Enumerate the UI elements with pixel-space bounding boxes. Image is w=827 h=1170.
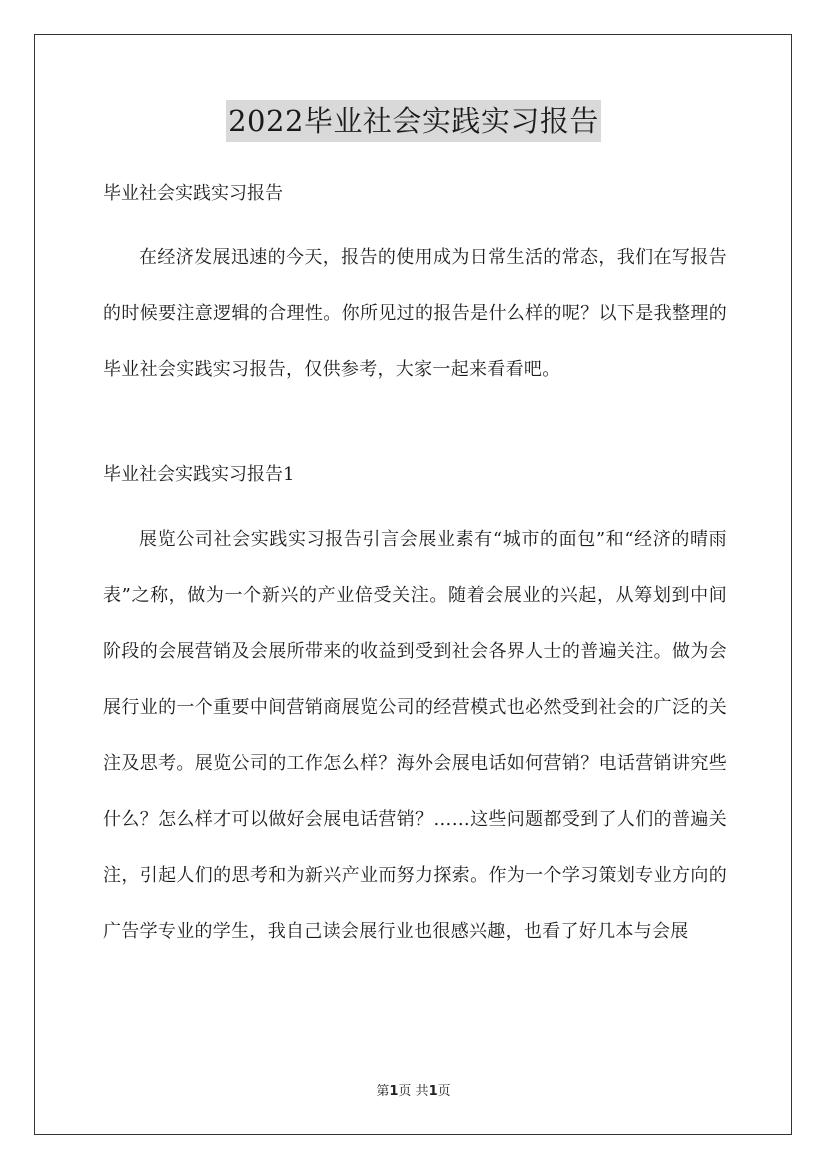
intro-paragraph: 在经济发展迅速的今天，报告的使用成为日常生活的常态，我们在写报告的时候要注意逻辑的合理性。你所见过的报告是什么样的呢？以下是我整理的毕业社会实践实习报告，仅供参考，大家一起来看看吧。 — [103, 247, 727, 380]
section-1-heading: 毕业社会实践实习报告1 — [103, 464, 295, 485]
document-title[interactable]: 2022毕业社会实践实习报告 — [226, 100, 601, 142]
document-body — [103, 175, 727, 960]
page-label-prefix: 第 — [376, 1084, 390, 1099]
page-label-mid: 页 共 — [398, 1084, 429, 1099]
total-page-number: 1 — [428, 1084, 438, 1099]
section-1-paragraph: 展览公司社会实践实习报告引言会展业素有“城市的面包”和“经济的晴雨表”之称，做为一个新兴的产业倍受关注。随着会展业的兴起，从筹划到中间阶段的会展营销及会展所带来的收益到受到社会各界人士的普遍关注。做为会展行业的一个重要中间营销商展览公司的经营模式也必然受到社会的广泛的关注及思考。展览公司的工作怎么样？海外会展电话如何营销？电话营销讲究些什么？怎么样才可以做好会展电话营销？……这些问题都受到了人们的普遍关注，引起人们的思考和为新兴产业而努力探索。作为一个学习策划专业方向的广告学专业的学生，我自己读会展行业也很感兴趣，也看了好几本与会展 — [103, 529, 727, 942]
subtitle-heading: 毕业社会实践实习报告 — [103, 183, 283, 204]
current-page-number: 1 — [389, 1084, 399, 1099]
page-label-suffix: 页 — [437, 1084, 451, 1099]
title-container — [0, 100, 827, 142]
page-footer — [0, 1083, 827, 1101]
